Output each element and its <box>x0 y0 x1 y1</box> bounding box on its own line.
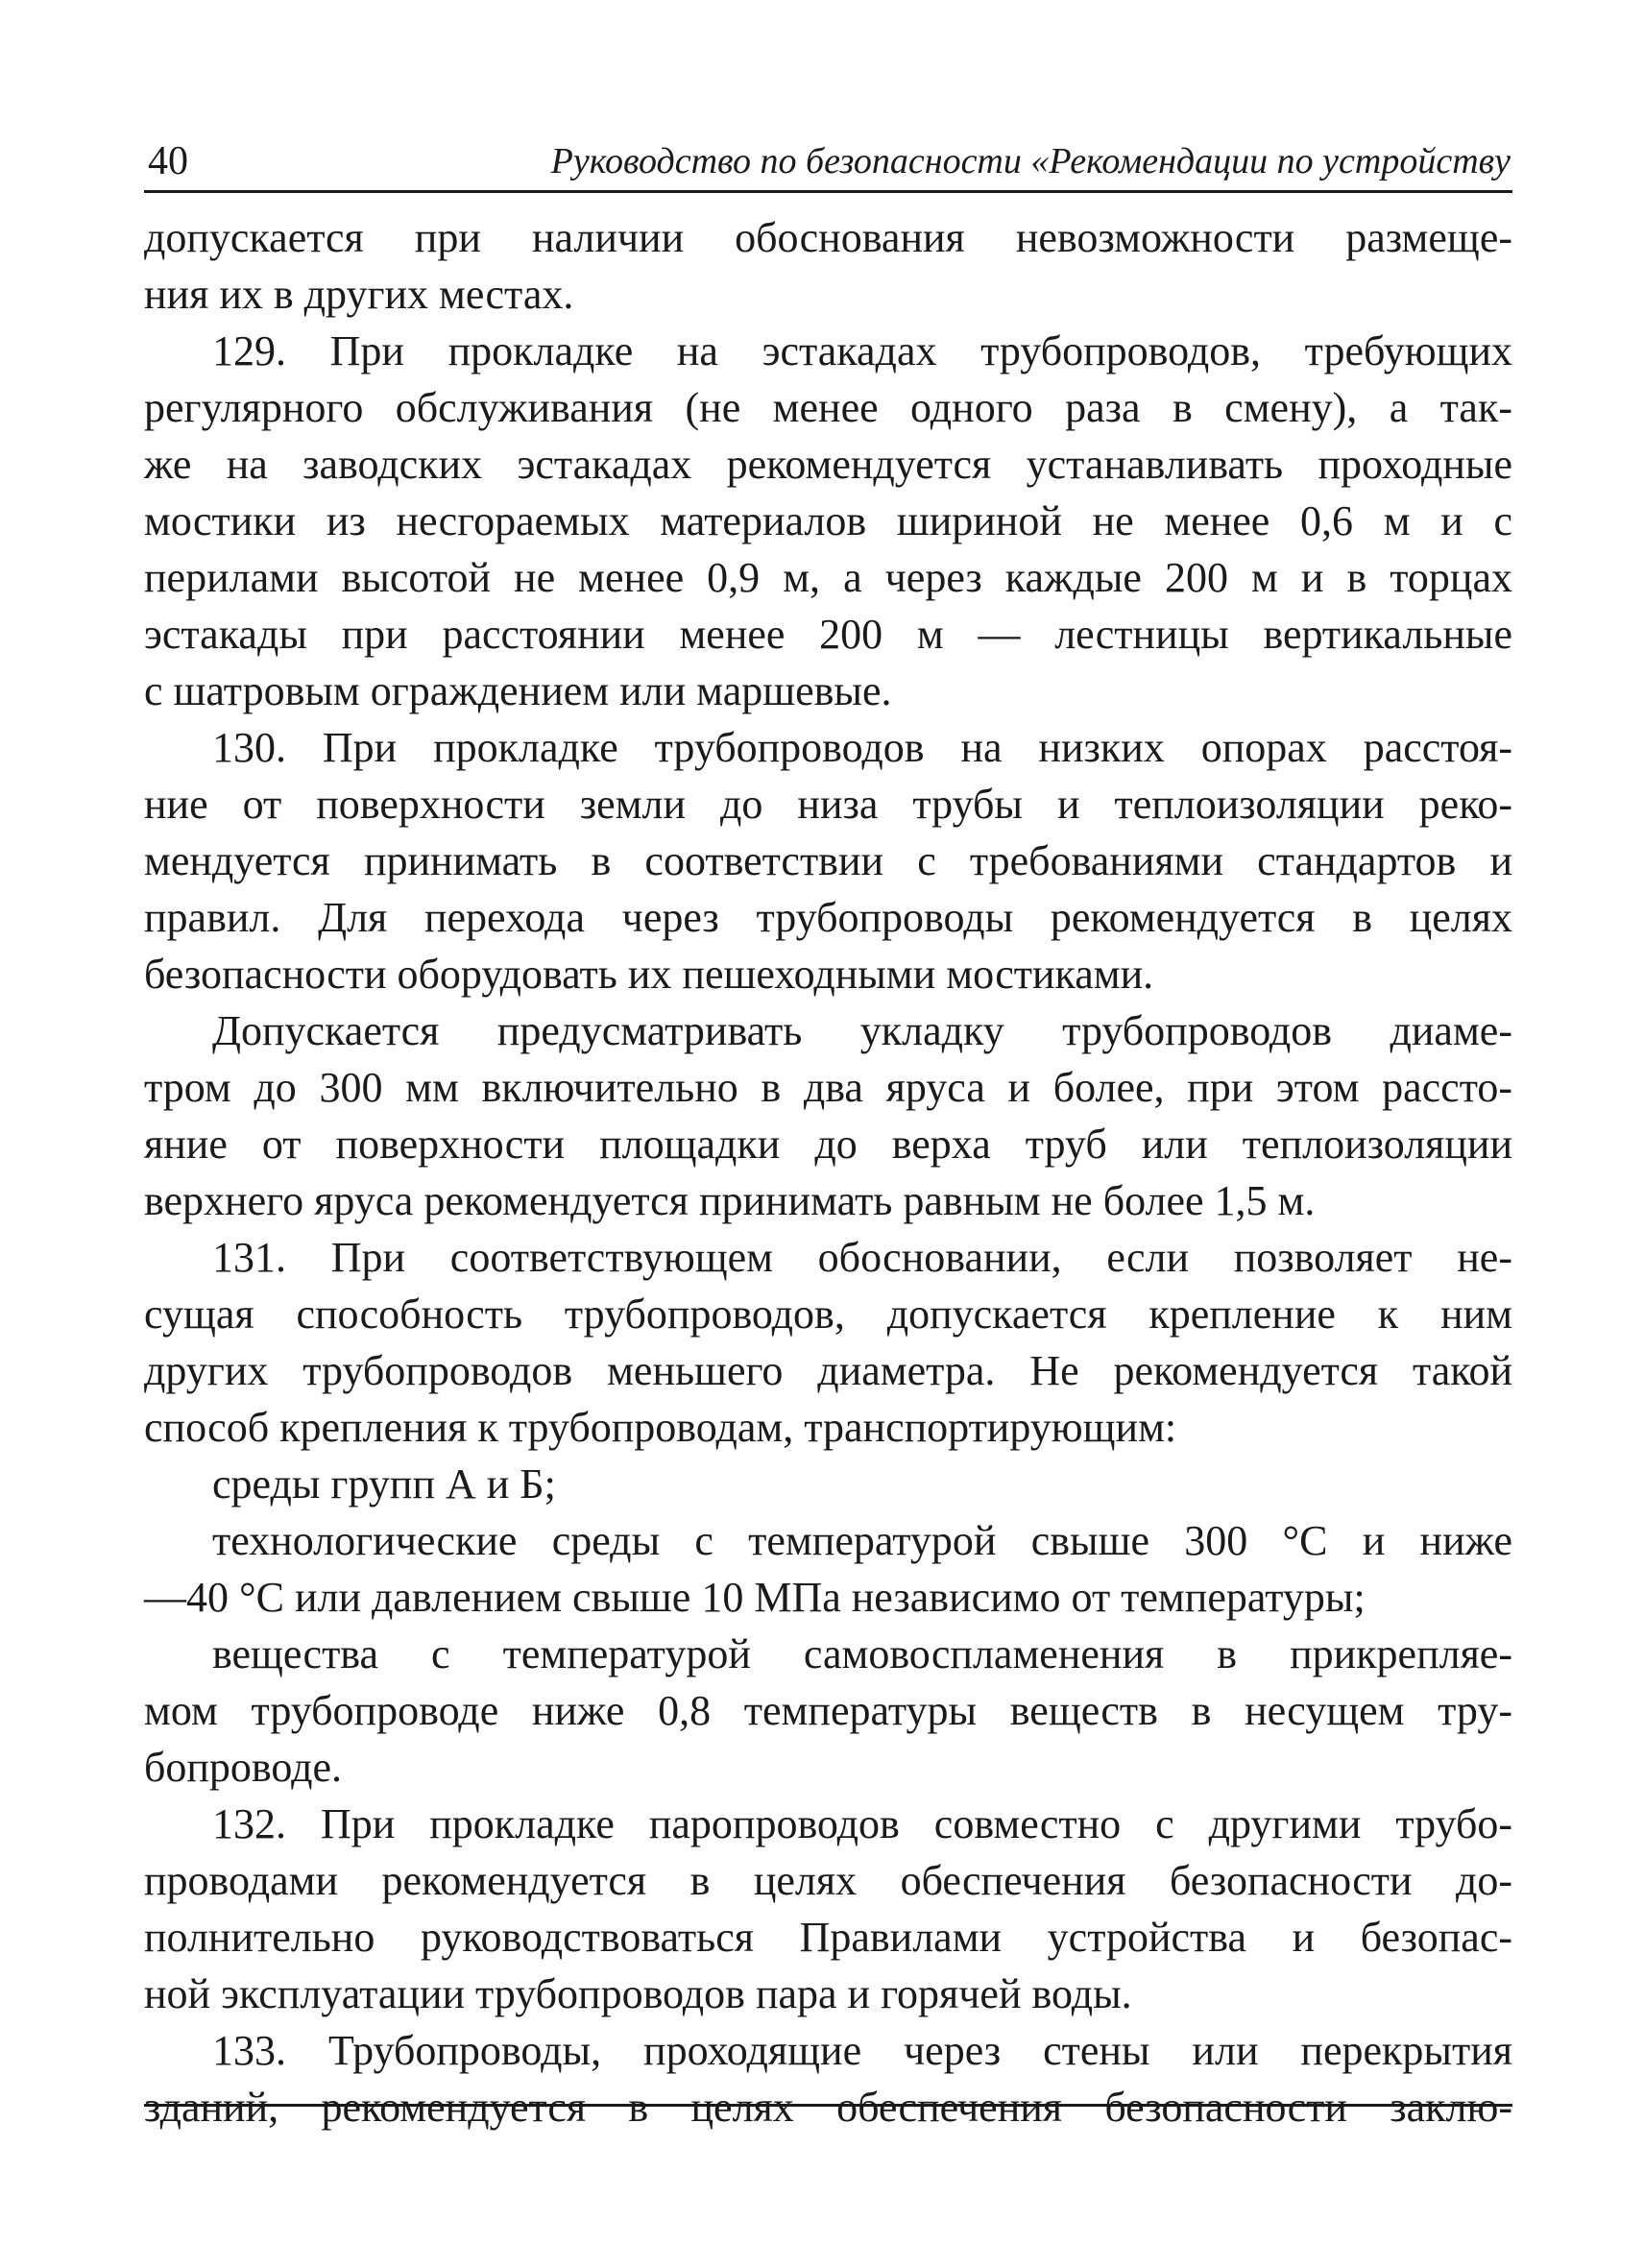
text-line: перилами высотой не менее 0,9 м, а через каждые 200 м и в торцах <box>144 554 1512 601</box>
page-number: 40 <box>148 139 188 183</box>
text-line: верхнего яруса рекомендуется принимать равным не более 1,5 м. <box>144 1177 1316 1224</box>
text-line: способ крепления к трубопроводам, транспортирующим: <box>144 1404 1177 1451</box>
text-line: сущая способность трубопроводов, допускается крепление к ним <box>144 1291 1512 1338</box>
paragraph-130-start: 130. При прокладке трубопроводов на низких опорах расстоя- <box>212 724 1512 771</box>
text-line: —40 °С или давлением свыше 10 МПа независимо от температуры; <box>144 1574 1366 1621</box>
footer-rule <box>144 2104 1512 2107</box>
text-line: ной эксплуатации трубопроводов пара и горячей воды. <box>144 1970 1132 2017</box>
running-header-title: Руководство по безопасности «Рекомендации по устройству <box>550 141 1511 181</box>
paragraph-133-start: 133. Трубопроводы, проходящие через стены или перекрытия <box>212 2027 1512 2074</box>
text-line: других трубопроводов меньшего диаметра. Не рекомендуется такой <box>144 1347 1512 1394</box>
paragraph-132-start: 132. При прокладке паропроводов совместно с другими трубо- <box>212 1800 1512 1847</box>
body-text <box>144 209 1512 2135</box>
text-line: же на заводских эстакадах рекомендуется устанавливать проходные <box>144 441 1512 488</box>
text-line: правил. Для перехода через трубопроводы рекомендуется в целях <box>144 894 1512 941</box>
list-item: технологические среды с температурой свыше 300 °С и ниже <box>212 1517 1512 1564</box>
text-line: бопроводе. <box>144 1744 343 1791</box>
text-line: эстакады при расстоянии менее 200 м — лестницы вертикальные <box>144 611 1512 658</box>
text-line: безопасности оборудовать их пешеходными мостиками. <box>144 951 1154 998</box>
text-line: мостики из несгораемых материалов шириной не менее 0,6 м и с <box>144 497 1512 544</box>
text-line: мендуется принимать в соответствии с требованиями стандартов и <box>144 837 1512 884</box>
list-item: среды групп А и Б; <box>212 1460 556 1508</box>
paragraph-131-start: 131. При соответствующем обосновании, если позволяет не- <box>212 1234 1512 1281</box>
text-line: ние от поверхности земли до низа трубы и теплоизоляции реко- <box>144 781 1512 828</box>
paragraph-start: Допускается предусматривать укладку трубопроводов диаме- <box>212 1007 1512 1054</box>
text-line: полнительно руководствоваться Правилами устройства и безопас- <box>144 1914 1512 1961</box>
text-line: допускается при наличии обоснования невозможности размеще- <box>144 214 1512 261</box>
text-line: зданий, рекомендуется в целях обеспечения безопасности заклю- <box>144 2084 1512 2131</box>
text-line: ния их в других местах. <box>144 271 574 318</box>
list-item: вещества с температурой самовоспламенения в прикрепляе- <box>212 1630 1512 1677</box>
text-line: яние от поверхности площадки до верха труб или теплоизоляции <box>144 1121 1512 1168</box>
text-line: проводами рекомендуется в целях обеспечения безопасности до- <box>144 1857 1512 1904</box>
text-line: с шатровым ограждением или маршевые. <box>144 667 892 714</box>
text-line: тром до 300 мм включительно в два яруса и более, при этом рассто- <box>144 1064 1512 1111</box>
text-line: регулярного обслуживания (не менее одного раза в смену), а так- <box>144 384 1512 431</box>
paragraph-129-start: 129. При прокладке на эстакадах трубопроводов, требующих <box>212 327 1512 374</box>
running-header <box>144 133 1512 193</box>
text-line: мом трубопроводе ниже 0,8 температуры веществ в несущем тру- <box>144 1687 1512 1734</box>
